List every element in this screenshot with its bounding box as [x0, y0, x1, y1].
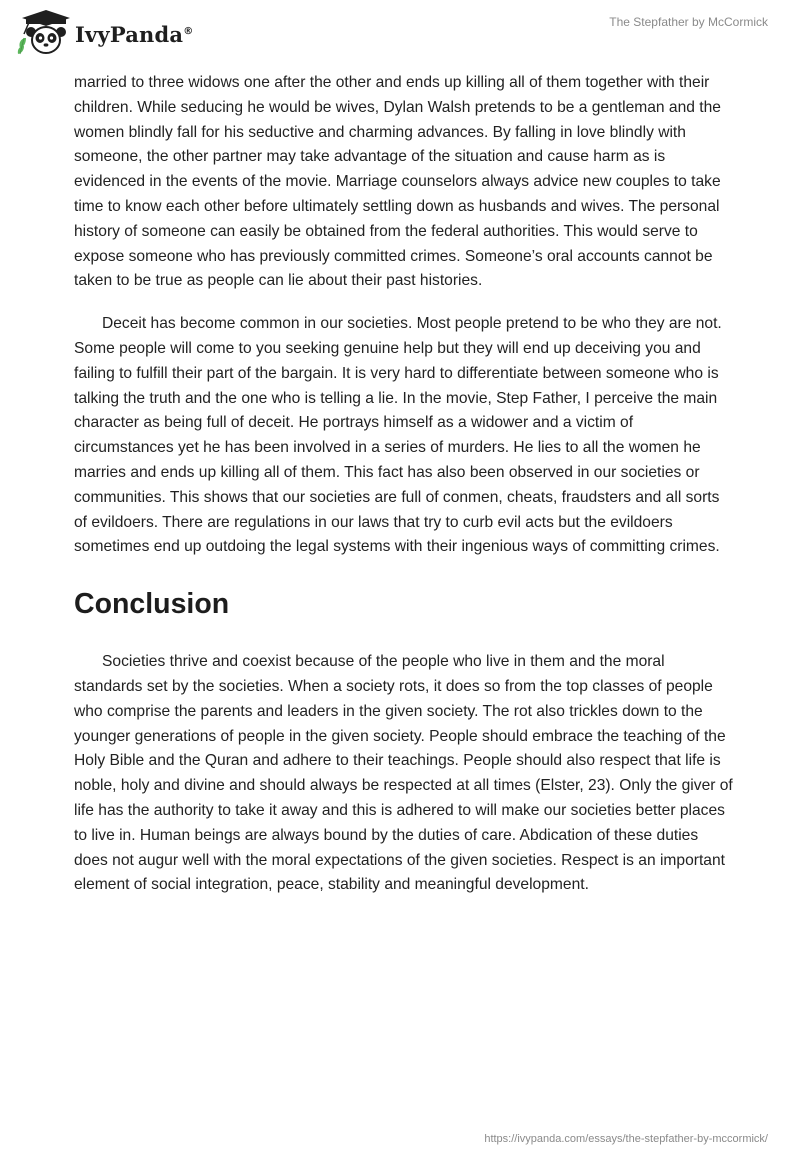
panda-graduate-logo-icon [14, 8, 72, 56]
essay-content [74, 71, 734, 898]
conclusion-heading: Conclusion [74, 588, 230, 621]
essay-paragraph: married to three widows one after the other and ends up killing all of them together with their children. While seducing he would be wives, Dylan Walsh pretends to be a gentleman and the women blindly fall for his seductive and charming advances. By falling in love blindly with someone, the other partner may take advantage of the situation and cause harm as is evidenced in the events of the movie. Marriage counselors always advice new couples to take time to know each other before ultimately settling down as husbands and wives. The personal history of someone can easily be obtained from the federal authorities. This would serve to expose someone who has previously committed crimes. Someone’s oral accounts cannot be taken to be true as people can lie about their past histories. [74, 74, 721, 290]
conclusion-paragraph: Societies thrive and coexist because of the people who live in them and the moral standards set by the societies. When a society rots, it does so from the top classes of people who comprise the parents and leaders in the given society. The rot also trickles down to the younger generations of people in the given society. People should embrace the teaching of the Holy Bible and the Quran and adhere to their teachings. People should also respect that life is noble, holy and divine and should always be respected at all times (Elster, 23). Only the giver of life has the authority to take it away and this is adhered to will make our societies better places to live in. Human beings are always bound by the duties of care. Abdication of these duties does not augur well with the moral expectations of the given societies. Respect is an important element of social integration, peace, stability and meaningful development. [74, 653, 733, 894]
registered-mark: ® [183, 25, 194, 37]
brand-name: IvyPanda® [75, 21, 194, 47]
page-header [0, 0, 800, 70]
essay-paragraph: Deceit has become common in our societies. Most people pretend to be who they are not. Some people will come to you seeking genuine help but they will end up deceiving you and failing to fulfill their part of the bargain. It is very hard to differentiate between someone who is talking the truth and the one who is telling a lie. In the movie, Step Father, I perceive the main character as being full of deceit. He portrays himself as a widower and a victim of circumstances yet he has been involved in a series of murders. He lies to all the women he marries and ends up killing all of them. This fact has also been observed in our societies or communities. This shows that our societies are full of conmen, cheats, fraudsters and all sorts of evildoers. There are regulations in our laws that try to curb evil acts but the evildoers sometimes end up outdoing the legal systems with their ingenious ways of committing crimes. [74, 315, 722, 556]
source-url[interactable]: https://ivypanda.com/essays/the-stepfather-by-mccormick/ [484, 1133, 768, 1145]
document-title: The Stepfather by McCormick [609, 15, 768, 29]
ivypanda-logo[interactable] [14, 8, 193, 56]
